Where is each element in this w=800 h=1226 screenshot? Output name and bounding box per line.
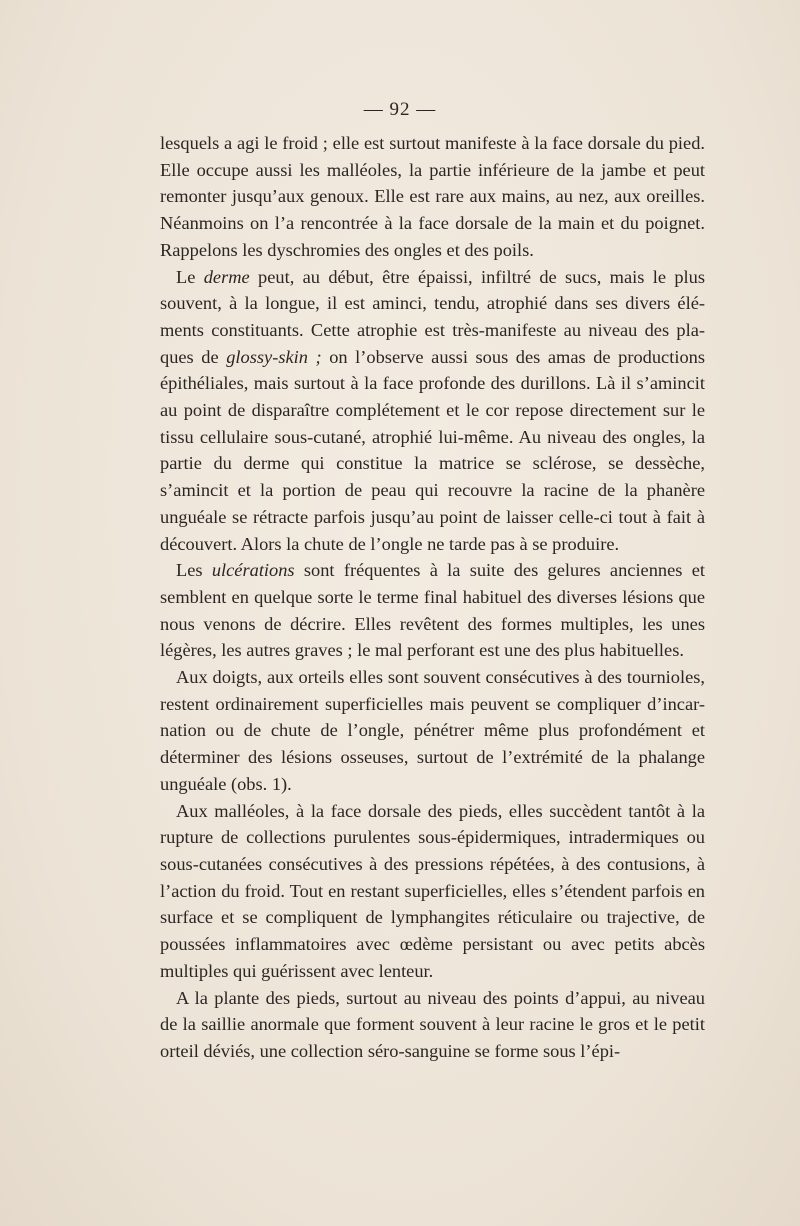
text-run: Aux malléoles, à la face dorsale des pieds, elles succèdent tantôt à la rupture de collections purulentes sous-épidermiques, intradermiques ou sous-cutanées consécutives à des pressions répétées, à des contusions, à l’action du froid. Tout en restant superficielles, elles s’étendent parfois en surface et se compliquent de lymphangites réticulaire ou trajective, de poussées inflammatoires avec œdème persistant ou avec petits abcès multiples qui guérissent avec lenteur. — [160, 800, 705, 981]
italic-term: glossy-skin ; — [226, 346, 322, 367]
text-run: A la plante des pieds, surtout au niveau des points d’appui, au niveau de la saillie anormale que forment souvent à leur racine le gros et le petit orteil déviés, une collection séro-sanguine se forme sous l’épi- — [160, 987, 705, 1061]
text-run: Les — [176, 560, 212, 581]
italic-term: ulcérations — [211, 560, 295, 581]
page-number: — 92 — — [363, 99, 437, 120]
text-run: on l’observe aussi sous des amas de productions épithéliales, mais surtout à la face profonde des durillons. Là il s’amincit au point de disparaître complétement et le cor repose directement sur le tissu cellulaire sous-cutané, atrophié lui-même. Au niveau des ongles, la partie du derme qui constitue la matrice se sclérose, se dessèche, s’amincit et la portion de peau qui recouvre la racine de la phanère unguéale se rétracte parfois jusqu’au point de laisser celle-ci tout à fait à découvert. Alors la chute de l’ongle ne tarde pas à se produire. — [160, 346, 705, 554]
paragraph-plante — [160, 985, 705, 1065]
text-run: Le — [176, 266, 204, 287]
text-run: lesquels a agi le froid ; elle est surtout manifeste à la face dorsale du pied. Elle occupe aussi les malléoles, la partie inférieure de la jambe et peut remonter jusqu’aux genoux. Elle est rare aux mains, au nez, aux oreilles. Néanmoins on l’a rencontrée à la face dorsale de la main et du poignet. Rappelons les dyschromies des ongles et des poils. — [160, 133, 705, 260]
paragraph-continuation — [160, 130, 705, 264]
text-run: sont fréquentes à la suite des gelures anciennes et semblent en quelque sorte le terme final habituel des diverses lésions que nous venons de décrire. Elles revêtent des formes multiples, les unes légères, les autres graves ; le mal perforant est une des plus habituelles. — [160, 560, 705, 661]
paragraph-ulcerations — [160, 557, 705, 664]
italic-term: derme — [203, 266, 250, 287]
paragraph-doigts — [160, 664, 705, 798]
text-run: Aux doigts, aux orteils elles sont souvent consécutives à des tournioles, restent ordinairement superficielles mais peuvent se compliquer d’incar-nation ou de chute de l’ongle, pénétrer même plus profondément et déterminer des lésions osseuses, surtout de l’extrémité de la phalange unguéale (obs. 1). — [160, 667, 705, 794]
paragraph-malleoles — [160, 798, 705, 985]
body-text — [160, 130, 705, 1065]
text-run: peut, au début, être épaissi, infiltré de sucs, mais le plus souvent, à la longue, il est aminci, tendu, atrophié dans ses divers élé-ments constituants. Cette atrophie est très-manifeste au niveau des pla-ques de — [160, 266, 705, 367]
paragraph-derme — [160, 264, 705, 558]
